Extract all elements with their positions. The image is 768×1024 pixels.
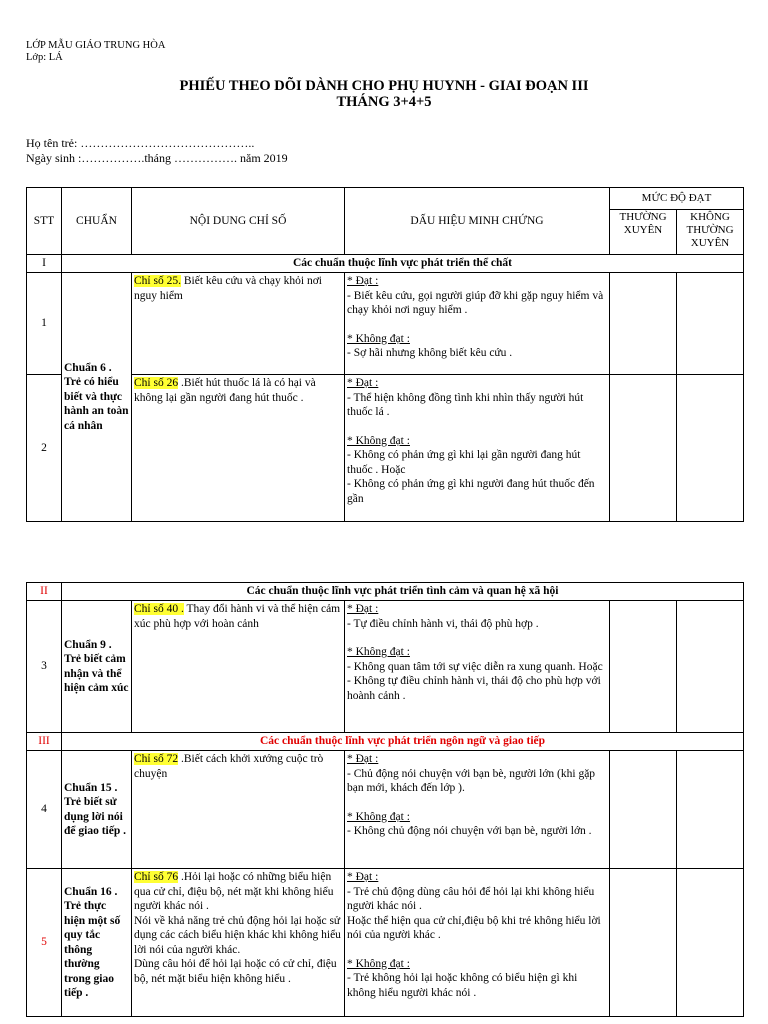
child-name-field: Họ tên trẻ: …………………………………….. bbox=[26, 136, 255, 150]
cell-thuong-xuyen[interactable] bbox=[610, 273, 677, 375]
dob-field: Ngày sinh :…………….tháng ……………. năm 2019 bbox=[26, 151, 288, 165]
row-dau-hieu: * Đạt : - Tự điều chỉnh hành vi, thái độ phù hợp . * Không đạt : - Không quan tâm tới sự việc diễn ra xung quanh. Hoặc - Không tự điều chỉnh hành vi, thái độ cho phù hợp với hoành cảnh . bbox=[345, 601, 610, 733]
row-stt: 1 bbox=[27, 273, 62, 375]
row-chi-so: Chỉ số 76 .Hỏi lại hoặc có những biểu hiện qua cử chỉ, điệu bộ, nét mặt khi không hiểu người khác nói . Nói về khả năng trẻ chủ động hỏi lại hoặc sử dụng các cách biểu hiện khác khi không hiểu lời nói của người khác. Dùng câu hỏi để hỏi lại hoặc có cử chỉ, điệu bộ, nét mặt biểu hiện không hiểu . bbox=[132, 869, 345, 1017]
chi-so-label: Chỉ số 76 bbox=[134, 871, 179, 883]
header-muc-do: MỨC ĐỘ ĐẠT bbox=[610, 188, 744, 210]
cell-khong-thuong-xuyen[interactable] bbox=[677, 869, 744, 1017]
header-khong-thuong-xuyen: KHÔNG THƯỜNG XUYÊN bbox=[677, 210, 744, 255]
cell-thuong-xuyen[interactable] bbox=[610, 869, 677, 1017]
chi-so-label: Chỉ số 25. bbox=[134, 275, 181, 287]
row-stt: 4 bbox=[27, 751, 62, 869]
row-stt: 3 bbox=[27, 601, 62, 733]
row-dau-hieu: * Đạt : - Biết kêu cứu, gọi người giúp đỡ khi gặp nguy hiểm và chạy khỏi nơi nguy hiểm . * Không đạt : - Sợ hãi nhưng không biết kêu cứu . bbox=[345, 273, 610, 375]
table-row bbox=[27, 601, 744, 733]
section-title: Các chuẩn thuộc lĩnh vực phát triển tình cảm và quan hệ xã hội bbox=[62, 583, 744, 601]
assessment-table-2 bbox=[26, 582, 744, 1017]
cell-thuong-xuyen[interactable] bbox=[610, 751, 677, 869]
section-number: III bbox=[27, 733, 62, 751]
chi-so-label: Chỉ số 72 bbox=[134, 753, 179, 765]
row-chuan: Chuẩn 16 . Trẻ thực hiện một số quy tắc thông thường trong giao tiếp . bbox=[62, 869, 132, 1017]
table-row bbox=[27, 273, 744, 375]
row-stt: 2 bbox=[27, 375, 62, 522]
row-stt: 5 bbox=[27, 869, 62, 1017]
section-number: I bbox=[27, 255, 62, 273]
table-row bbox=[27, 751, 744, 869]
row-chuan: Chuẩn 15 . Trẻ biết sử dụng lời nói để giao tiếp . bbox=[62, 751, 132, 869]
section-number: II bbox=[27, 583, 62, 601]
cell-khong-thuong-xuyen[interactable] bbox=[677, 273, 744, 375]
cell-thuong-xuyen[interactable] bbox=[610, 601, 677, 733]
row-chi-so: Chỉ số 26 .Biết hút thuốc lá là có hại và không lại gần người đang hút thuốc . bbox=[132, 375, 345, 522]
cell-khong-thuong-xuyen[interactable] bbox=[677, 375, 744, 522]
document-subtitle: THÁNG 3+4+5 bbox=[336, 94, 432, 110]
cell-thuong-xuyen[interactable] bbox=[610, 375, 677, 522]
header-stt: STT bbox=[27, 188, 62, 255]
document-title: PHIẾU THEO DÕI DÀNH CHO PHỤ HUYNH - GIAI ĐOẠN III bbox=[179, 78, 589, 94]
row-dau-hieu: * Đạt : - Chủ động nói chuyện với bạn bè, người lớn (khi gặp bạn mới, khách đến lớp ). * Không đạt : - Không chủ động nói chuyện với bạn bè, người lớn . bbox=[345, 751, 610, 869]
row-chi-so: Chỉ số 40 . Thay đổi hành vi và thể hiện cảm xúc phù hợp với hoàn cảnh bbox=[132, 601, 345, 733]
chi-so-label: Chỉ số 26 bbox=[134, 377, 179, 389]
assessment-table-1 bbox=[26, 187, 744, 522]
header-thuong-xuyen: THƯỜNG XUYÊN bbox=[610, 210, 677, 255]
row-chuan: Chuẩn 6 . Trẻ có hiểu biết và thực hành an toàn cá nhân bbox=[62, 273, 132, 522]
class-name: Lớp: LÁ bbox=[26, 52, 63, 63]
header-dau-hieu: DẤU HIỆU MINH CHỨNG bbox=[345, 188, 610, 255]
header-noi-dung: NỘI DUNG CHỈ SỐ bbox=[132, 188, 345, 255]
table-row bbox=[27, 869, 744, 1017]
school-name: LỚP MẪU GIÁO TRUNG HÒA Lớp: LÁ bbox=[26, 40, 166, 63]
section-title: Các chuẩn thuộc lĩnh vực phát triển thể chất bbox=[62, 255, 744, 273]
row-chuan: Chuẩn 9 . Trẻ biết cảm nhận và thể hiện cảm xúc bbox=[62, 601, 132, 733]
row-dau-hieu: * Đạt : - Trẻ chủ động dùng câu hỏi để hỏi lại khi không hiểu người khác nói . Hoặc thể hiện qua cử chỉ,điệu bộ khi trẻ không hiểu lời nói của người khác . * Không đạt : - Trẻ không hỏi lại hoặc không có biểu hiện gì khi không hiểu người khác nói . bbox=[345, 869, 610, 1017]
chi-so-label: Chỉ số 40 . bbox=[134, 603, 184, 615]
row-dau-hieu: * Đạt : - Thể hiện không đồng tình khi nhìn thấy người hút thuốc lá . * Không đạt : - Không có phản ứng gì khi lại gần người đang hút thuốc . Hoặc - Không có phản ứng gì khi người đang hút thuốc đến gần bbox=[345, 375, 610, 522]
section-title: Các chuẩn thuộc lĩnh vực phát triển ngôn ngữ và giao tiếp bbox=[62, 733, 744, 751]
table-row bbox=[27, 375, 744, 522]
header-chuan: CHUẨN bbox=[62, 188, 132, 255]
row-chi-so: Chỉ số 25. Biết kêu cứu và chạy khỏi nơi nguy hiểm bbox=[132, 273, 345, 375]
cell-khong-thuong-xuyen[interactable] bbox=[677, 751, 744, 869]
row-chi-so: Chỉ số 72 .Biết cách khởi xướng cuộc trò chuyện bbox=[132, 751, 345, 869]
cell-khong-thuong-xuyen[interactable] bbox=[677, 601, 744, 733]
